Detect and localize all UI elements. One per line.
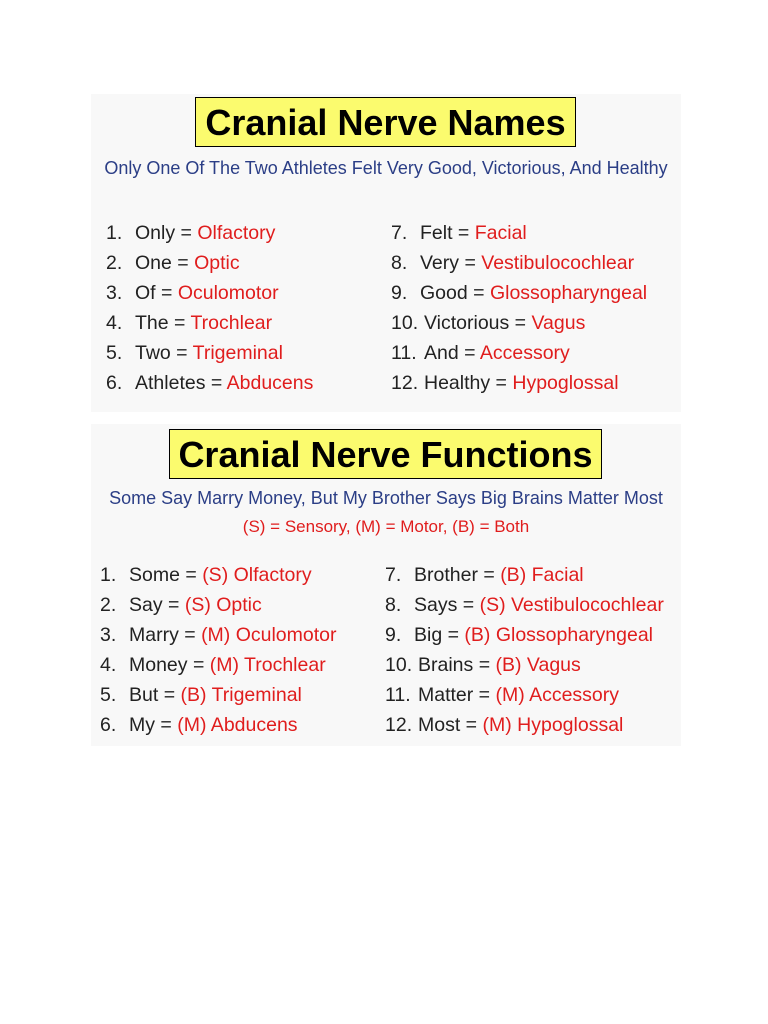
cranial-nerve-names-panel xyxy=(91,94,681,412)
list-item: 7. Brother = (B) Facial xyxy=(385,564,584,586)
list-item: 9. Good = Glossopharyngeal xyxy=(391,282,648,304)
names-list-right xyxy=(391,218,647,398)
list-item: 1. Only = Olfactory xyxy=(106,222,276,244)
functions-list-left xyxy=(100,560,337,740)
list-item: 10. Brains = (B) Vagus xyxy=(385,654,581,676)
list-item: 3. Marry = (M) Oculomotor xyxy=(100,624,337,646)
list-item: 2. Say = (S) Optic xyxy=(100,594,262,616)
list-item: 9. Big = (B) Glossopharyngeal xyxy=(385,624,654,646)
functions-legend: (S) = Sensory, (M) = Motor, (B) = Both xyxy=(242,517,530,536)
list-item: 1. Some = (S) Olfactory xyxy=(100,564,312,586)
functions-mnemonic: Some Say Marry Money, But My Brother Says Big Brains Matter Most xyxy=(109,488,663,508)
functions-list-right xyxy=(385,560,664,740)
list-item: 6. My = (M) Abducens xyxy=(100,714,298,736)
list-item: 6. Athletes = Abducens xyxy=(106,372,314,394)
list-item: 12. Most = (M) Hypoglossal xyxy=(385,714,624,736)
list-item: 4. The = Trochlear xyxy=(106,312,273,334)
list-item: 8. Very = Vestibulocochlear xyxy=(391,252,635,274)
list-item: 11. Matter = (M) Accessory xyxy=(385,684,620,706)
names-mnemonic: Only One Of The Two Athletes Felt Very Good, Victorious, And Healthy xyxy=(104,158,668,178)
functions-title: Cranial Nerve Functions xyxy=(169,429,602,479)
names-list-left xyxy=(106,218,313,398)
list-item: 5. But = (B) Trigeminal xyxy=(100,684,302,706)
list-item: 5. Two = Trigeminal xyxy=(106,342,283,364)
list-item: 4. Money = (M) Trochlear xyxy=(100,654,326,676)
list-item: 8. Says = (S) Vestibulocochlear xyxy=(385,594,664,616)
cranial-nerve-functions-panel xyxy=(91,424,681,746)
list-item: 2. One = Optic xyxy=(106,252,240,274)
names-title: Cranial Nerve Names xyxy=(195,97,576,147)
list-item: 7. Felt = Facial xyxy=(391,222,527,244)
list-item: 3. Of = Oculomotor xyxy=(106,282,279,304)
list-item: 10. Victorious = Vagus xyxy=(391,312,586,334)
list-item: 11. And = Accessory xyxy=(391,342,570,364)
list-item: 12. Healthy = Hypoglossal xyxy=(391,372,619,394)
